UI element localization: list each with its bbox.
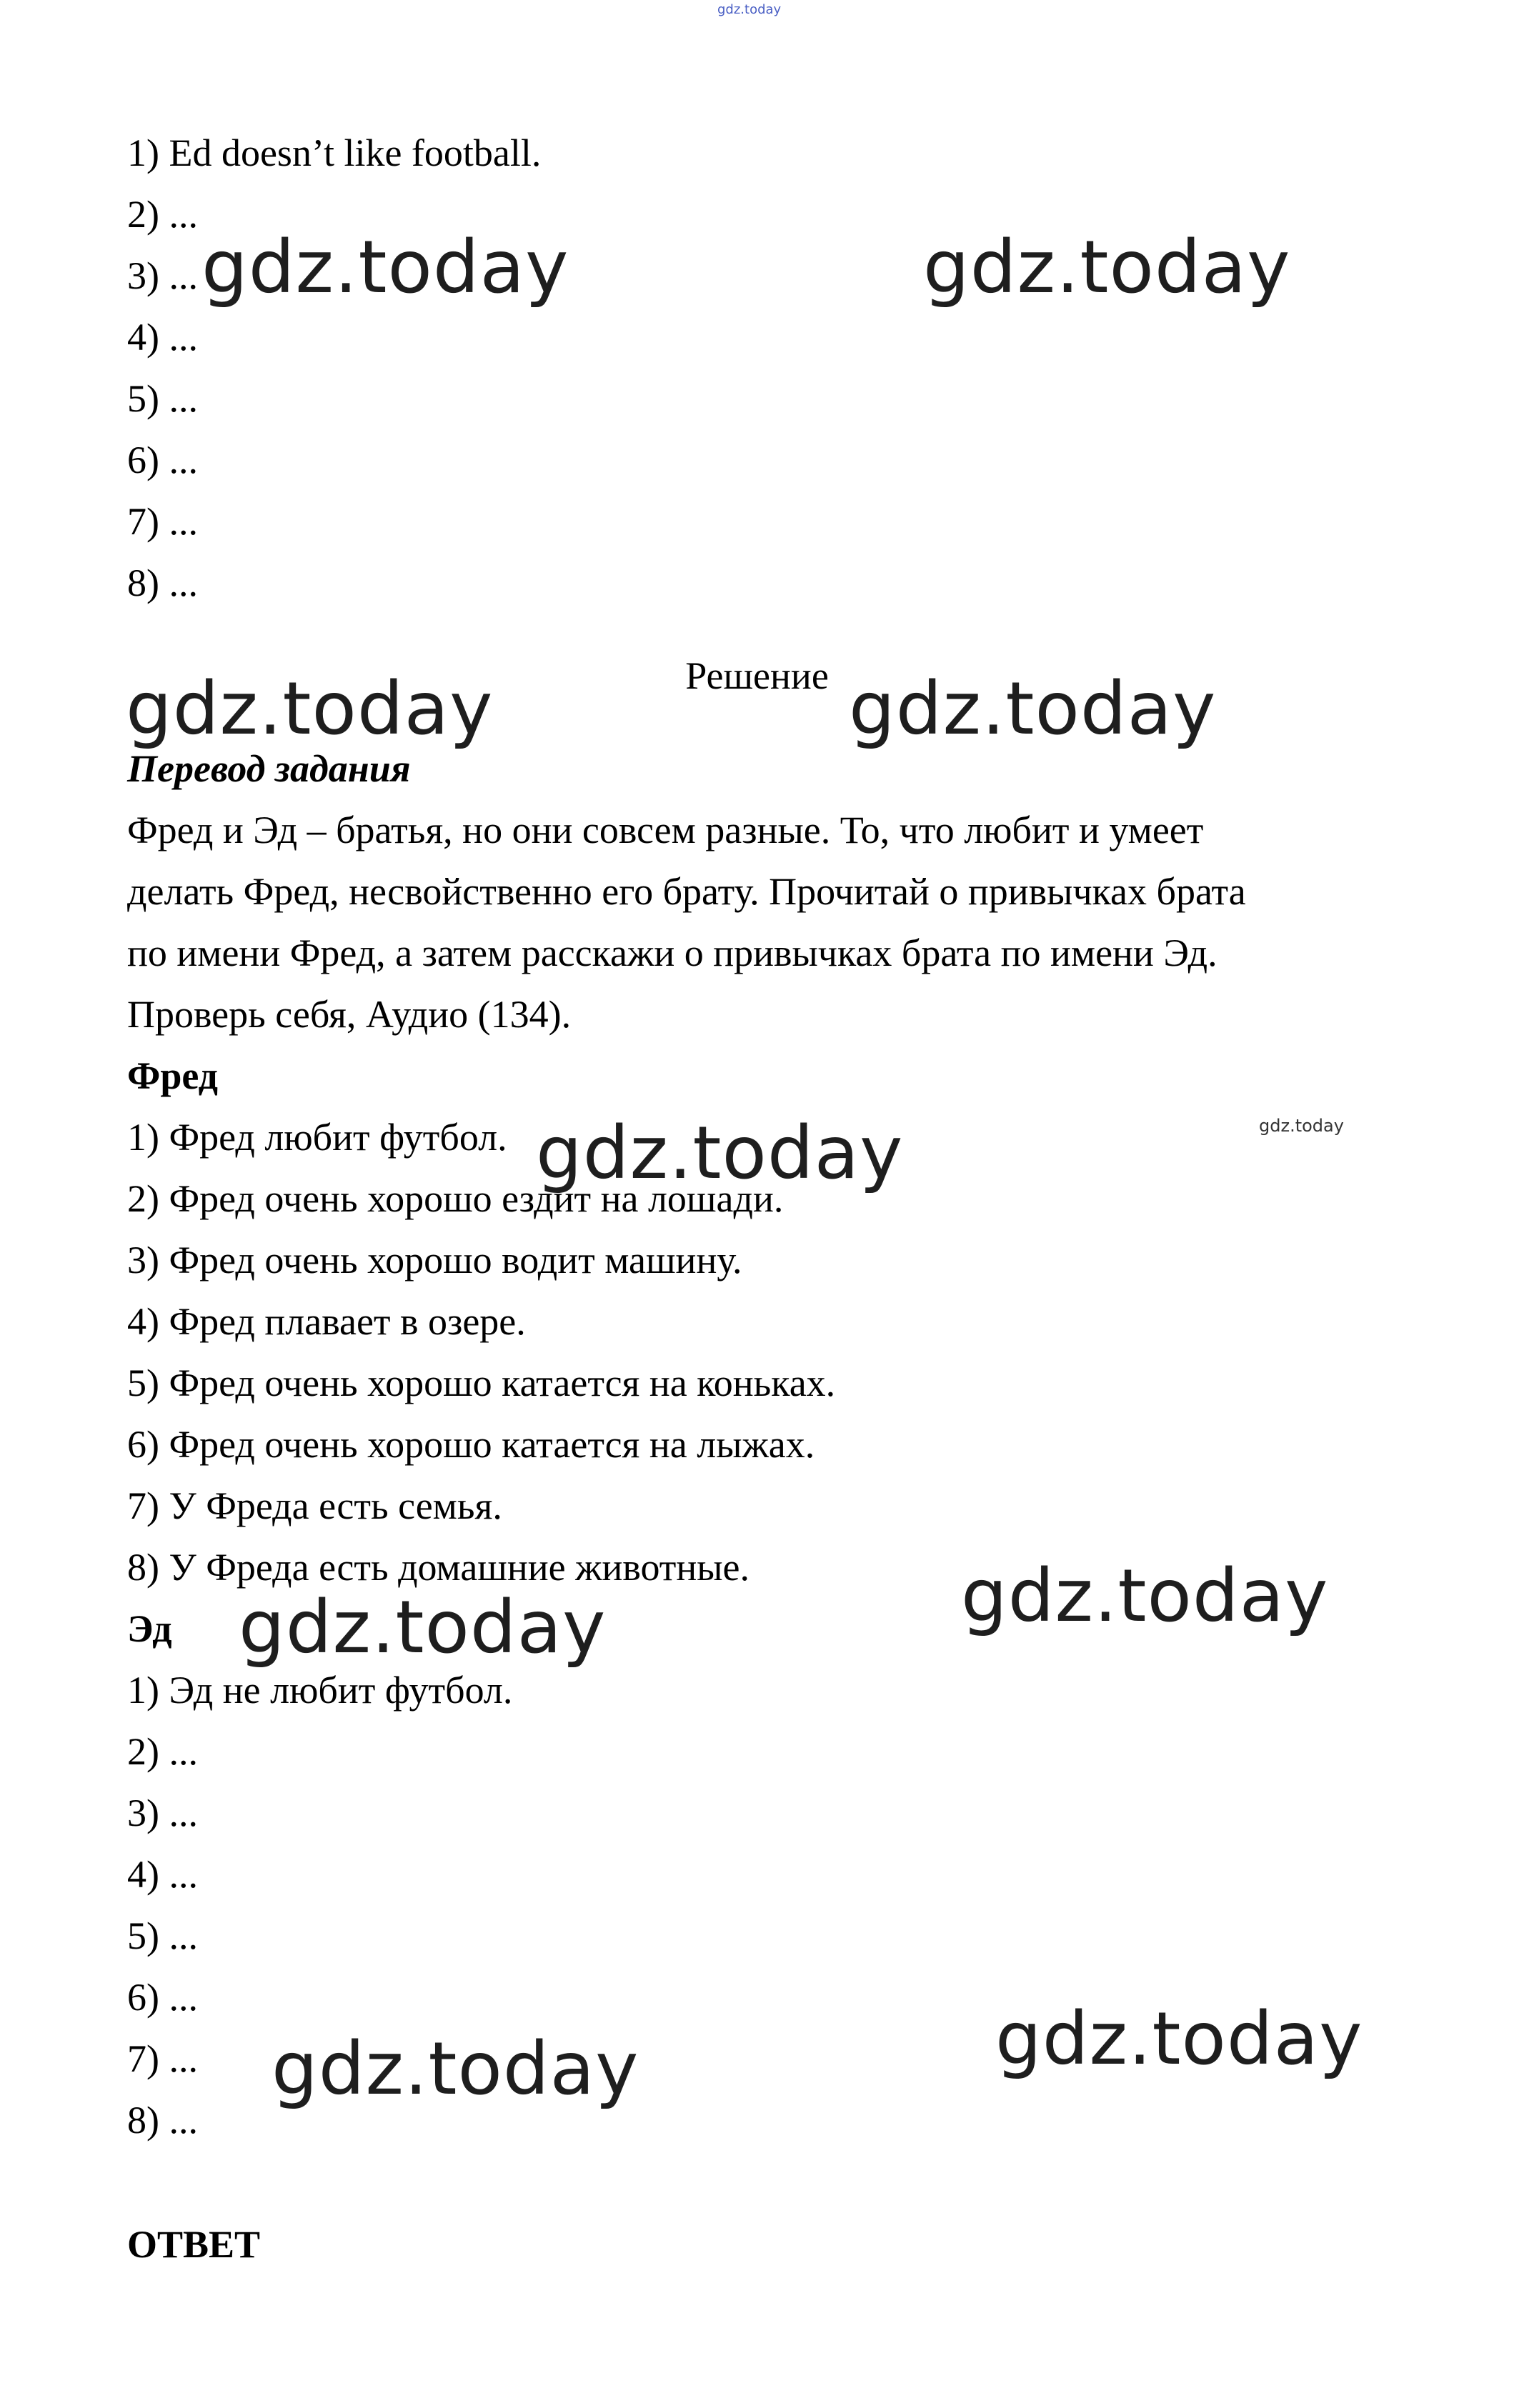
watermark: gdz.today xyxy=(126,666,494,751)
task-item: 3) ... xyxy=(127,254,198,297)
fred-item: 8) У Фреда есть домашние животные. xyxy=(127,1546,750,1589)
task-item: 8) ... xyxy=(127,561,198,604)
ed-item: 1) Эд не любит футбол. xyxy=(127,1669,513,1712)
ed-item: 7) ... xyxy=(127,2037,198,2080)
task-item: 1) Ed doesn’t like football. xyxy=(127,131,542,174)
ed-item: 2) ... xyxy=(127,1730,198,1773)
watermark: gdz.today xyxy=(849,666,1217,751)
ed-heading: Эд xyxy=(127,1607,172,1650)
fred-item: 6) Фред очень хорошо катается на лыжах. xyxy=(127,1423,815,1466)
watermark: gdz.today xyxy=(239,1585,607,1670)
fred-item: 7) У Фреда есть семья. xyxy=(127,1484,502,1527)
watermark: gdz.today xyxy=(272,2027,639,2112)
task-item: 4) ... xyxy=(127,316,198,359)
watermark: gdz.today xyxy=(961,1554,1329,1639)
fred-heading: Фред xyxy=(127,1054,218,1097)
watermark-small: gdz.today xyxy=(1259,1116,1344,1136)
watermark: gdz.today xyxy=(536,1111,904,1196)
task-item: 7) ... xyxy=(127,500,198,543)
ed-item: 3) ... xyxy=(127,1792,198,1834)
fred-item: 5) Фред очень хорошо катается на коньках. xyxy=(127,1362,836,1404)
solution-title: Решение xyxy=(685,654,829,697)
task-item: 5) ... xyxy=(127,377,198,420)
ed-item: 8) ... xyxy=(127,2099,198,2142)
paragraph-line: делать Фред, несвойственно его брату. Прочитай о привычках брата xyxy=(127,870,1246,913)
paragraph-line: Фред и Эд – братья, но они совсем разные. То, что любит и умеет xyxy=(127,809,1204,851)
ed-item: 6) ... xyxy=(127,1976,198,2019)
ed-item: 4) ... xyxy=(127,1853,198,1896)
paragraph-line: Проверь себя, Аудио (134). xyxy=(127,993,572,1036)
paragraph-line: по имени Фред, а затем расскажи о привычках брата по имени Эд. xyxy=(127,931,1217,974)
watermark: gdz.today xyxy=(995,1997,1363,2082)
translation-heading: Перевод задания xyxy=(127,747,411,790)
ed-item: 5) ... xyxy=(127,1914,198,1957)
task-item: 6) ... xyxy=(127,439,198,481)
fred-item: 1) Фред любит футбол. xyxy=(127,1116,507,1159)
fred-item: 2) Фред очень хорошо ездит на лошади. xyxy=(127,1177,784,1220)
fred-item: 3) Фред очень хорошо водит машину. xyxy=(127,1239,742,1282)
watermark: gdz.today xyxy=(201,225,569,310)
watermark: gdz.today xyxy=(923,225,1291,310)
fred-item: 4) Фред плавает в озере. xyxy=(127,1300,526,1343)
answer-heading: ОТВЕТ xyxy=(127,2223,261,2266)
task-item: 2) ... xyxy=(127,193,198,236)
header-watermark: gdz.today xyxy=(717,2,782,17)
